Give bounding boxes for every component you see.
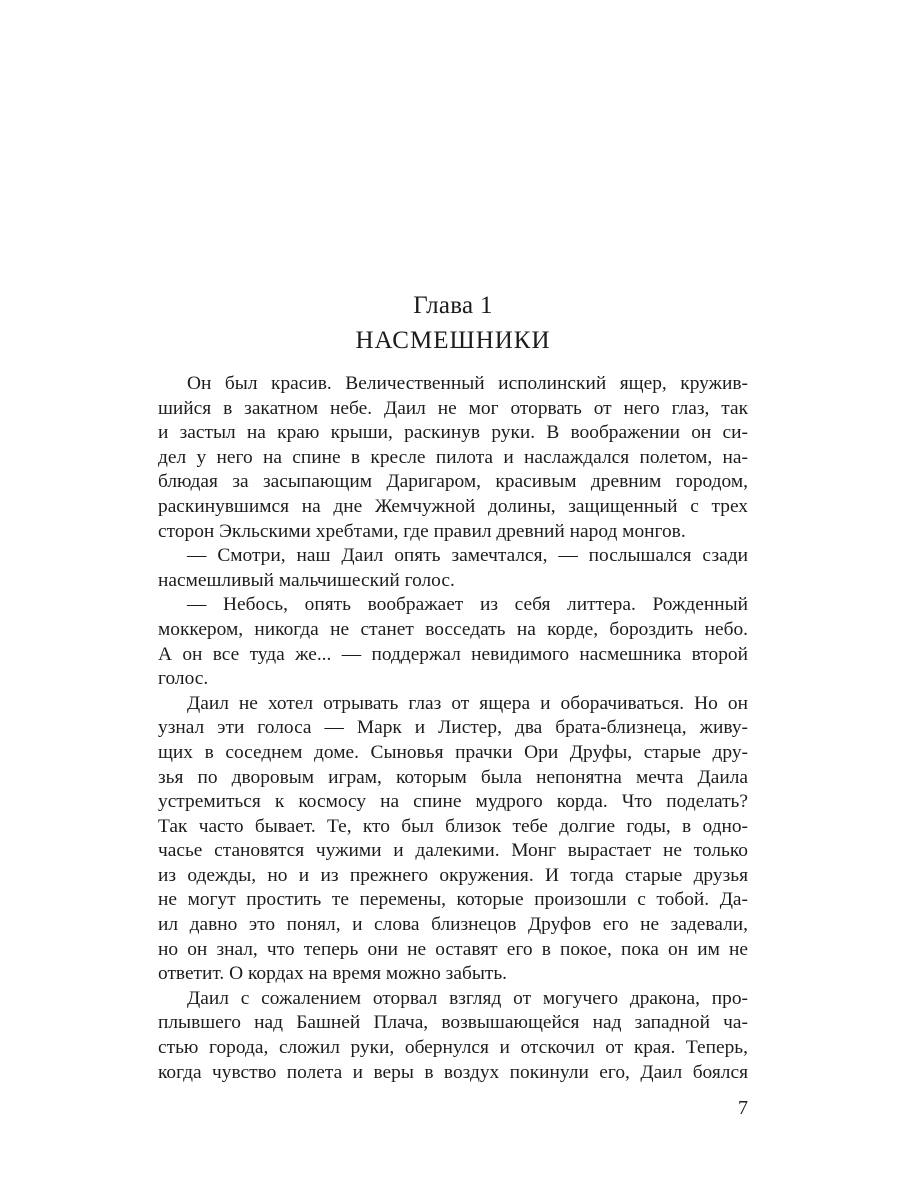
text-line: Он был красив. Величественный исполинский ящер, кружив- <box>187 373 748 394</box>
text-line: но он знал, что теперь они не оставят его в покое, пока он им не <box>158 938 748 960</box>
text-line: Даил не хотел отрывать глаз от ящера и оборачиваться. Но он <box>187 692 748 714</box>
body-text <box>158 372 748 1085</box>
chapter-title: НАСМЕШНИКИ <box>355 327 551 354</box>
text-line: часье становятся чужими и далекими. Монг вырастает не только <box>158 840 748 862</box>
text-line: из одежды, но и из прежнего окружения. И тогда старые друзья <box>158 864 748 886</box>
text-line: и застыл на краю крыши, раскинув руки. В воображении он си- <box>158 422 748 444</box>
text-line: насмешливый мальчишеский голос. <box>158 569 455 591</box>
chapter-number: Глава 1 <box>413 292 493 319</box>
text-line: ил давно это понял, и слова близнецов Друфов его не задевали, <box>158 914 748 936</box>
page-number: 7 <box>738 1097 748 1119</box>
text-line: щих в соседнем доме. Сыновья прачки Ори Друфы, старые дру- <box>158 741 748 763</box>
text-line: плывшего над Башней Плача, возвышающейся над западной ча- <box>158 1012 748 1034</box>
text-line: голос. <box>158 668 209 690</box>
text-line: узнал эти голоса — Марк и Листер, два брата-близнеца, живу- <box>158 717 748 739</box>
text-line: — Смотри, наш Даил опять замечтался, — послышался сзади <box>187 545 748 567</box>
chapter-heading <box>158 290 748 358</box>
text-line: — Небось, опять воображает из себя литтера. Рожденный <box>187 594 748 616</box>
text-line: сторон Экльскими хребтами, где правил древний народ монгов. <box>158 520 686 542</box>
text-line: не могут простить те перемены, которые произошли с тобой. Да- <box>158 889 748 911</box>
text-line: зья по дворовым играм, которым была непонятна мечта Даила <box>158 766 748 788</box>
text-line: Так часто бывает. Те, кто был близок тебе долгие годы, в одно- <box>158 815 748 837</box>
text-line: моккером, никогда не станет восседать на корде, бороздить небо. <box>158 618 748 640</box>
text-line: ответит. О кордах на время можно забыть. <box>158 963 508 985</box>
text-line: раскинувшимся на дне Жемчужной долины, защищенный с трех <box>158 495 748 517</box>
text-line: устремиться к космосу на спине мудрого корда. Что поделать? <box>158 791 748 813</box>
text-line: шийся в закатном небе. Даил не мог оторвать от него глаз, так <box>158 397 748 419</box>
text-line: блюдая за засыпающим Даригаром, красивым древним городом, <box>158 471 748 493</box>
text-line: Даил с сожалением оторвал взгляд от могучего дракона, про- <box>187 987 748 1009</box>
text-line: А он все туда же... — поддержал невидимого насмешника второй <box>158 643 748 665</box>
text-line: дел у него на спине в кресле пилота и наслаждался полетом, на- <box>158 446 748 468</box>
text-line: когда чувство полета и веры в воздух покинули его, Даил боялся <box>158 1061 748 1083</box>
text-line: стью города, сложил руки, обернулся и отскочил от края. Теперь, <box>158 1037 748 1059</box>
